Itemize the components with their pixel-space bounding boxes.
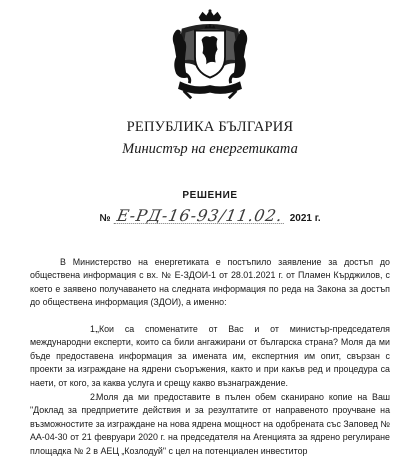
list-item-2	[30, 391, 390, 458]
intro-paragraph: В Министерство на енергетиката е постъпило заявление за достъп до обществена информация с вх. № Е-ЗДОИ-1 от 28.01.2021 г. от Пламен Кърджилов, с което е заявено получаването на следната информация по реда на Закона за достъп до обществена информация (ЗДОИ), а именно:	[30, 257, 390, 308]
list-item-2-number: 2.	[90, 392, 98, 402]
number-prefix: №	[99, 213, 111, 224]
list-item-1-text: „Кои са споменатите от Вас и от министър-председателя международни експерти, които са били ангажирани от българска страна? Моля да ми бъде предоставена информация за имената им, експертния им опит, свързан с проекти за изграждане на ядрени съоръжения, както и при какъв ред и процедура са наети, от кого, за каква услуга и срещу какво възнаграждение.	[30, 324, 390, 388]
handwritten-number: Е-РД-16-93/11.02.	[115, 206, 285, 225]
decision-title: РЕШЕНИЕ	[182, 190, 238, 201]
decision-number	[0, 206, 420, 225]
coat-of-arms-icon	[163, 8, 257, 102]
list-item-2-text: Моля да ми предоставите в пълен обем сканирано копие на Ваш "Доклад за предприетите действия и за резултатите от направеното проучване на възможностите за изграждане на нова ядрена мощност на одобрената със Заповед № АА-04-30 от 21 февруари 2020 г. на председателя на Агенцията за ядрено регулиране площадка № 2 в АЕЦ „Козлодуй" с цел на потенциален инвеститор	[30, 392, 390, 456]
ministry-title: Министър на енергетиката	[122, 141, 298, 157]
year-suffix: 2021 г.	[289, 213, 321, 224]
org-name: РЕПУБЛИКА БЪЛГАРИЯ	[126, 119, 294, 135]
list-item-1	[30, 323, 390, 390]
list-item-1-number: 1.	[90, 324, 98, 334]
